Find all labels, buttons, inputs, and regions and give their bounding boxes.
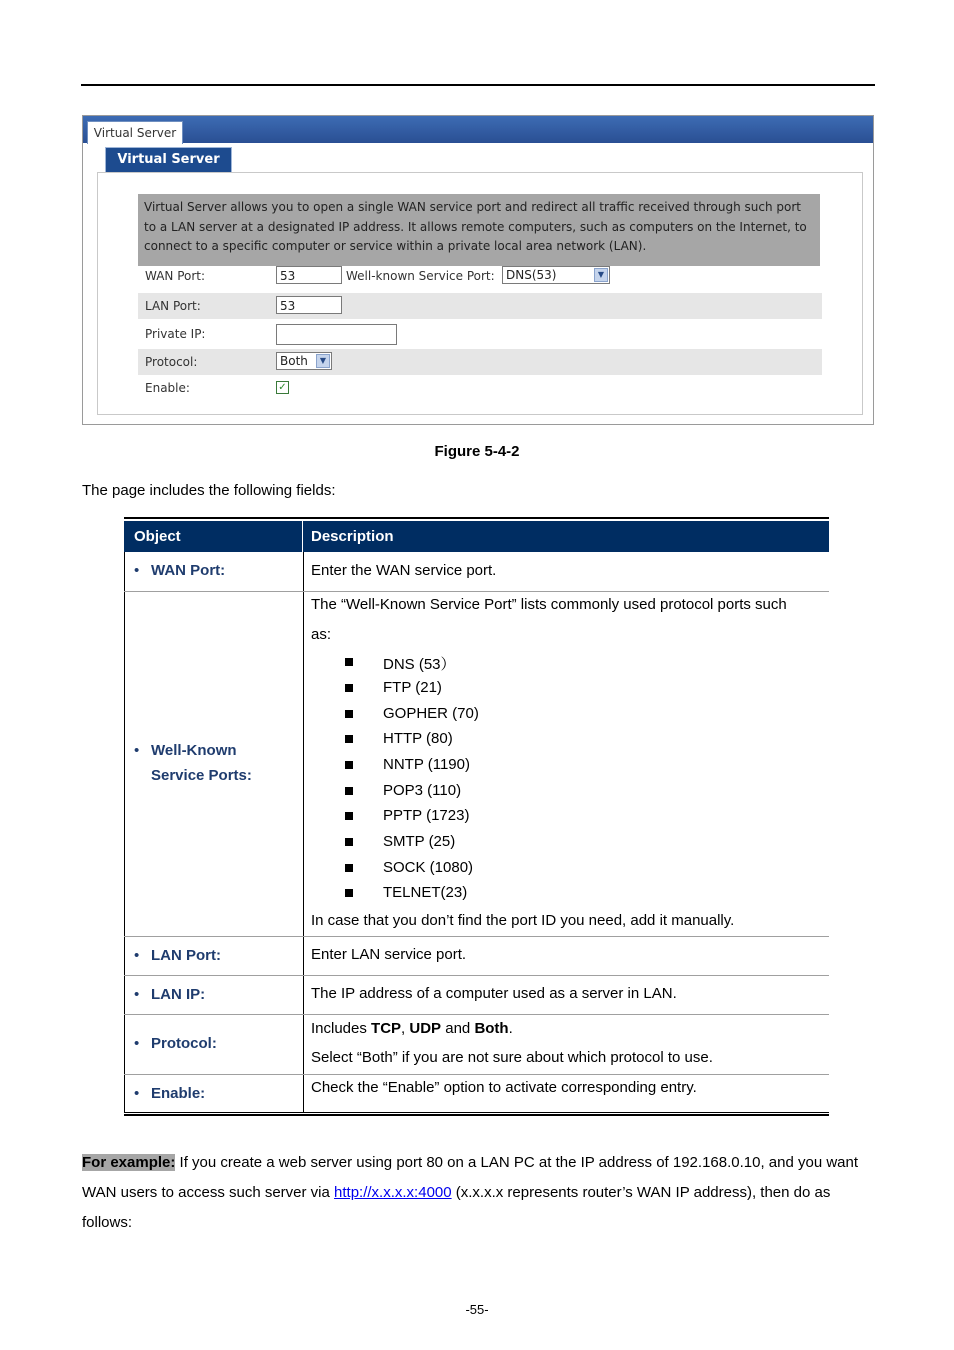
wan-port-label: WAN Port: [145, 269, 206, 283]
object-well-known: • Well-Known [134, 742, 237, 759]
intro-paragraph: The page includes the following fields: [82, 482, 336, 499]
private-ip-row [138, 321, 822, 347]
object-wan-port: • WAN Port: [134, 562, 226, 579]
object-well-known-line2: Service Ports: [151, 767, 252, 784]
desc-lan-ip: The IP address of a computer used as a server in LAN. [311, 985, 677, 1002]
row-divider [124, 591, 829, 592]
virtual-server-screenshot [82, 115, 874, 425]
figure-caption: Figure 5-4-2 [434, 443, 520, 460]
object-lan-ip: • LAN IP: [134, 986, 206, 1003]
column-description: Description [311, 528, 394, 545]
well-known-select[interactable] [502, 266, 610, 284]
header-rule [81, 84, 875, 86]
wan-port-row [138, 263, 822, 289]
desc-well-known-footer: In case that you don’t find the port ID you need, add it manually. [311, 912, 735, 929]
row-divider [124, 1074, 829, 1075]
column-object: Object [134, 528, 181, 545]
protocol-row [138, 349, 822, 375]
check-icon: ✓ [278, 382, 287, 393]
private-ip-label: Private IP: [145, 327, 206, 341]
lan-port-label: LAN Port: [145, 299, 201, 313]
example-link[interactable]: http://x.x.x.x:4000 [334, 1184, 452, 1201]
tab-bar [83, 116, 873, 143]
table-bottom-rule [124, 1112, 829, 1113]
row-divider [124, 936, 829, 937]
example-paragraph: For example: If you create a web server using port 80 on a LAN PC at the IP address of 192.168.0.10, and you want WAN users to access such server via http://x.x.x.x:4000 (x.x.x.x represents router’s WAN IP address), then do as follows: [82, 1154, 859, 1231]
header-divider [302, 521, 303, 552]
enable-checkbox[interactable] [276, 381, 289, 394]
desc-protocol-line1: Includes TCP, UDP and Both. [311, 1020, 513, 1037]
object-lan-port: • LAN Port: [134, 947, 221, 964]
object-enable: • Enable: [134, 1085, 206, 1102]
chevron-down-icon: ▼ [316, 354, 330, 368]
row-divider [124, 975, 829, 976]
column-divider [303, 552, 304, 1112]
chevron-down-icon: ▼ [594, 268, 608, 282]
desc-lan-port: Enter LAN service port. [311, 946, 467, 963]
protocol-select[interactable] [276, 352, 332, 370]
well-known-value: DNS(53) [506, 268, 557, 282]
enable-row [138, 375, 822, 401]
tab-virtual-server[interactable]: Virtual Server [87, 121, 183, 144]
table-top-rule [124, 517, 829, 519]
section-title: Virtual Server [105, 147, 232, 173]
wan-port-input[interactable]: 53 [276, 266, 342, 284]
enable-label: Enable: [145, 381, 190, 395]
lan-port-input[interactable]: 53 [276, 296, 342, 314]
section-description: Virtual Server allows you to open a single WAN service port and redirect all traffic received through such port to a LAN server at a designated IP address. It allows remote computers, such as computers on the Internet, to connect to a specific computer or service within a private local area network (LAN). [138, 194, 820, 266]
table-bottom-rule [124, 1114, 829, 1116]
desc-enable: Check the “Enable” option to activate corresponding entry. [311, 1079, 697, 1096]
desc-well-known-line1: The “Well-Known Service Port” lists commonly used protocol ports such [311, 596, 787, 613]
desc-well-known-line2: as: [311, 626, 332, 643]
well-known-label: Well-known Service Port: [346, 269, 495, 283]
desc-wan-port: Enter the WAN service port. [311, 562, 497, 579]
object-protocol: • Protocol: [134, 1035, 217, 1052]
lan-port-row [138, 293, 822, 319]
example-label: For example: [82, 1154, 176, 1171]
protocol-label: Protocol: [145, 355, 198, 369]
table-header [124, 521, 829, 552]
page-number: -55- [465, 1302, 489, 1317]
private-ip-input[interactable] [276, 324, 397, 345]
protocol-value: Both [280, 354, 308, 368]
row-divider [124, 1014, 829, 1015]
desc-protocol-line2: Select “Both” if you are not sure about which protocol to use. [311, 1049, 713, 1066]
